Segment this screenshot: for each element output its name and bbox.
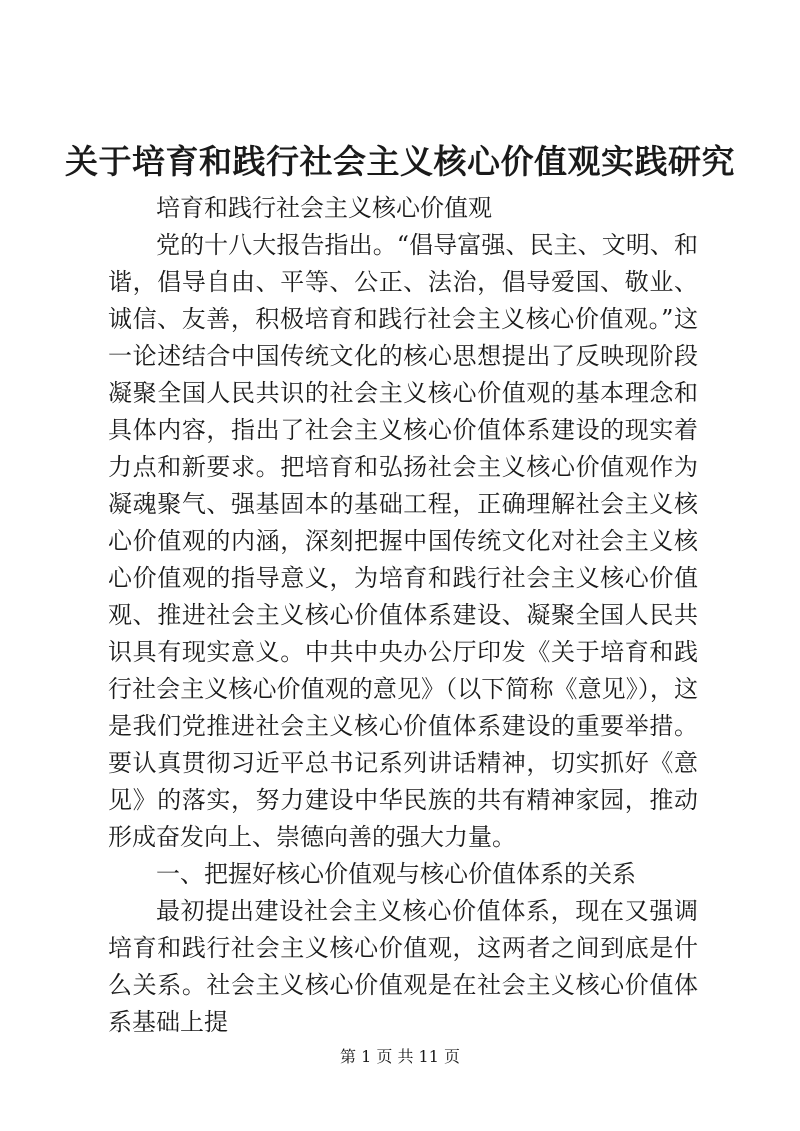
- document-subtitle: 培育和践行社会主义核心价值观: [156, 194, 492, 222]
- body-paragraph: 党的十八大报告指出。“倡导富强、民主、文明、和谐，倡导自由、平等、公正、法治，倡导爱国、敬业、诚信、友善，积极培育和践行社会主义核心价值观。”这一论述结合中国传统文化的核心思想提出了反映现阶段凝聚全国人民共识的社会主义核心价值观的基本理念和具体内容，指出了社会主义核心价值体系建设的现实着力点和新要求。把培育和弘扬社会主义核心价值观作为凝魂聚气、强基固本的基础工程，正确理解社会主义核心价值观的内涵，深刻把握中国传统文化对社会主义核心价值观的指导意义，为培育和践行社会主义核心价值观、推进社会主义核心价值体系建设、凝聚全国人民共识具有现实意义。中共中央办公厅印发《关于培育和践行社会主义核心价值观的意见》（以下简称《意见》），这是我们党推进社会主义核心价值体系建设的重要举措。要认真贯彻习近平总书记系列讲话精神，切实抓好《意见》的落实，努力建设中华民族的共有精神家园，推动形成奋发向上、崇德向善的强大力量。: [108, 231, 698, 851]
- section-paragraph: 最初提出建设社会主义核心价值体系，现在又强调培育和践行社会主义核心价值观，这两者之间到底是什么关系。社会主义核心价值观是在社会主义核心价值体系基础上提: [108, 897, 698, 1036]
- document-body: [108, 190, 698, 1041]
- section-heading: 一、把握好核心价值观与核心价值体系的关系: [156, 860, 636, 888]
- document-title: 关于培育和践行社会主义核心价值观实践研究: [65, 142, 735, 181]
- page-footer: 第 1 页 共 11 页: [340, 1047, 460, 1066]
